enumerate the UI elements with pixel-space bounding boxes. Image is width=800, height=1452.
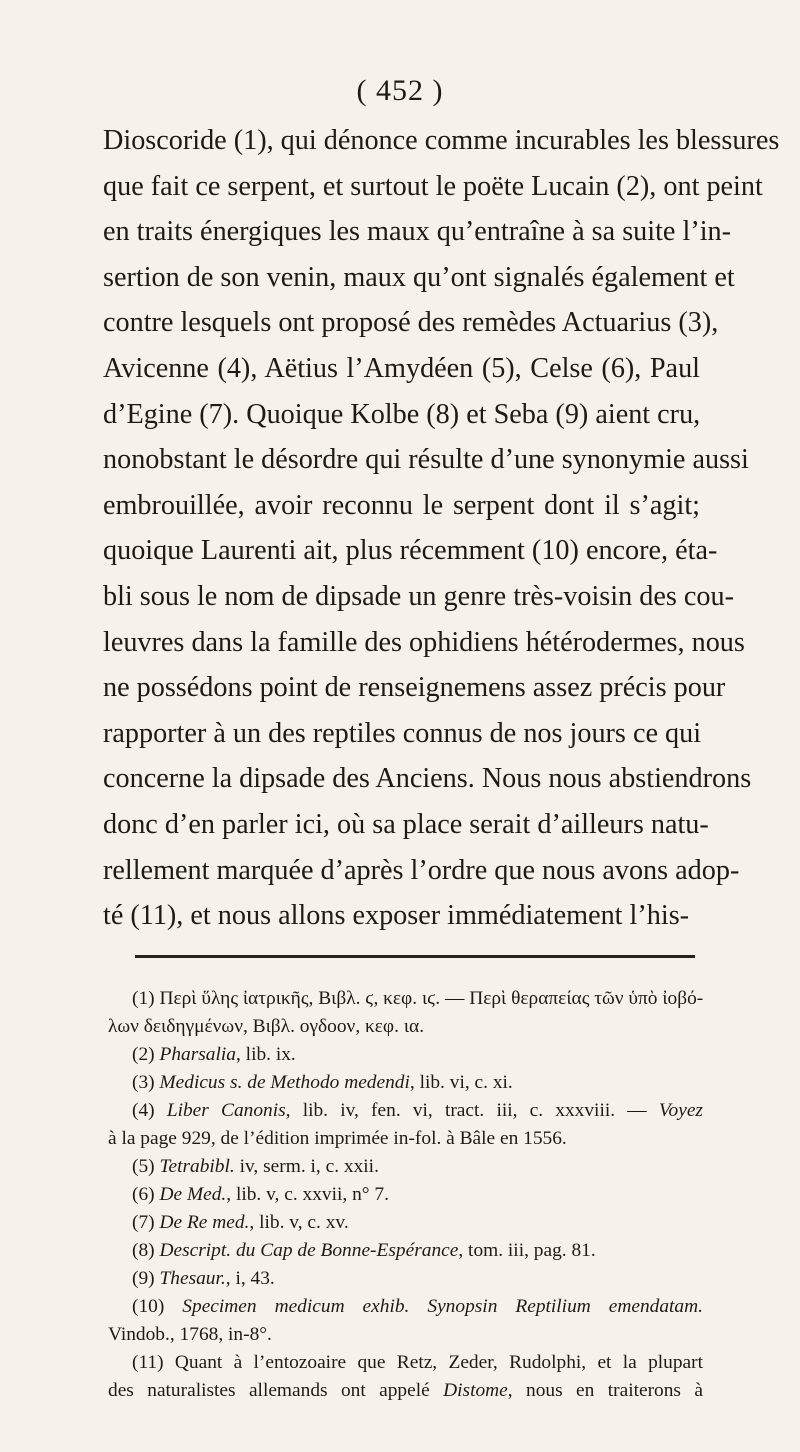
citation: , lib. ix. (235, 1044, 296, 1065)
footnote-number: (9) (132, 1268, 155, 1289)
work-title: Specimen medicum exhib. Synopsin Reptilium emendatam. (182, 1296, 703, 1317)
work-title: Thesaur. (159, 1268, 226, 1289)
work-title: De Re med. (159, 1212, 250, 1233)
text-line: nonobstant le désordre qui résulte d’une synonymie aussi (103, 444, 749, 476)
text-line: concerne la dipsade des Anciens. Nous nous abstiendrons (103, 763, 752, 795)
citation: , lib. v, c. xxvii, n° 7. (226, 1184, 389, 1205)
text-line: ne possédons point de renseignemens assez précis pour (103, 672, 726, 704)
text-line: bli sous le nom de dipsade un genre très-voisin des cou- (103, 580, 734, 612)
work-title: Tetrabibl. (159, 1156, 235, 1177)
footnote-7 (108, 1209, 703, 1237)
footnote-10-line-1 (108, 1293, 703, 1321)
citation: , nous en traiterons à (507, 1380, 703, 1401)
text-line: quoique Laurenti ait, plus récemment (10) encore, éta- (103, 535, 718, 567)
footnote-8 (108, 1237, 703, 1265)
citation: des naturalistes allemands ont appelé (108, 1380, 430, 1401)
citation: iv, serm. i, c. xxii. (239, 1156, 379, 1177)
footnote-10-line-2: Vindob., 1768, in-8°. (108, 1324, 272, 1345)
footnote-4-line-2: à la page 929, de l’édition imprimée in-fol. à Bâle en 1556. (108, 1128, 567, 1149)
work-title: Distome (443, 1380, 508, 1401)
footnote-number: (2) (132, 1044, 155, 1065)
footnote-number: (6) (132, 1184, 155, 1205)
text-line: rellement marquée d’après l’ordre que nous avons adop- (103, 854, 740, 886)
citation: , lib. vi, c. xi. (409, 1072, 513, 1093)
work-title: Descript. du Cap de Bonne-Espérance (159, 1240, 459, 1261)
footnote-number: (8) (132, 1240, 155, 1261)
text-line: Dioscoride (1), qui dénonce comme incurables les blessures (103, 125, 780, 156)
text-line: sertion de son venin, maux qu’ont signalés également et (103, 261, 735, 293)
cross-reference: Voyez (658, 1100, 703, 1121)
footnote-2 (108, 1041, 703, 1069)
footnote-1-line-2: λων δειδηγμένων, Βιβλ. ογδοον, κεφ. ια. (108, 1016, 425, 1037)
footnote-number: (3) (132, 1072, 155, 1093)
text-line: en traits énergiques les maux qu’entraîne à sa suite l’in- (103, 216, 732, 248)
citation: , tom. iii, pag. 81. (458, 1240, 596, 1261)
text-line: que fait ce serpent, et surtout le poëte Lucain (2), ont peint (103, 170, 763, 202)
footnote-9 (108, 1265, 703, 1293)
citation: , lib. iv, fen. vi, tract. iii, c. xxxviii. — (285, 1100, 647, 1121)
footnote-5 (108, 1153, 703, 1181)
work-title: Medicus s. de Methodo medendi (159, 1072, 410, 1093)
footnote-4-line-1 (108, 1097, 703, 1125)
text-line: té (11), et nous allons exposer immédiatement l’his- (103, 900, 690, 932)
text-line: contre lesquels ont proposé des remèdes Actuarius (3), (103, 307, 719, 339)
text-line: d’Egine (7). Quoique Kolbe (8) et Seba (9) aient cru, (103, 398, 701, 430)
footnote-3 (108, 1069, 703, 1097)
footnote-11-line-1: (11) Quant à l’entozoaire que Retz, Zeder, Rudolphi, et la plupart (132, 1352, 703, 1373)
footnote-number: (7) (132, 1212, 155, 1233)
footnote-number: (4) (132, 1100, 155, 1121)
text-line: Avicenne (4), Aëtius l’Amydéen (5), Celse (6), Paul (103, 352, 700, 384)
footnote-number: (5) (132, 1156, 155, 1177)
citation: , i, 43. (225, 1268, 275, 1289)
text-line: leuvres dans la famille des ophidiens hétérodermes, nous (103, 626, 745, 658)
footnote-11-line-2 (108, 1377, 703, 1405)
citation: , lib. v, c. xv. (249, 1212, 349, 1233)
text-line: rapporter à un des reptiles connus de nos jours ce qui (103, 717, 702, 749)
footnote-divider (135, 955, 695, 958)
work-title: De Med. (159, 1184, 227, 1205)
page-number: ( 452 ) (356, 74, 444, 107)
work-title: Liber Canonis (166, 1100, 286, 1121)
footnote-6 (108, 1181, 703, 1209)
text-line: donc d’en parler ici, où sa place serait d’ailleurs natu- (103, 808, 709, 840)
main-paragraph (103, 118, 780, 939)
footnote-1-line-1: (1) Περὶ ὕλης ἰατρικῆς, Βιβλ. ϛ, κεφ. ιϛ. — Περὶ θεραπείας τῶν ὑπὸ ἰοβό- (132, 988, 704, 1009)
work-title: Pharsalia (159, 1044, 236, 1065)
footnotes (108, 985, 703, 1405)
footnote-number: (10) (132, 1296, 165, 1317)
text-line: embrouillée, avoir reconnu le serpent dont il s’agit; (103, 489, 700, 521)
